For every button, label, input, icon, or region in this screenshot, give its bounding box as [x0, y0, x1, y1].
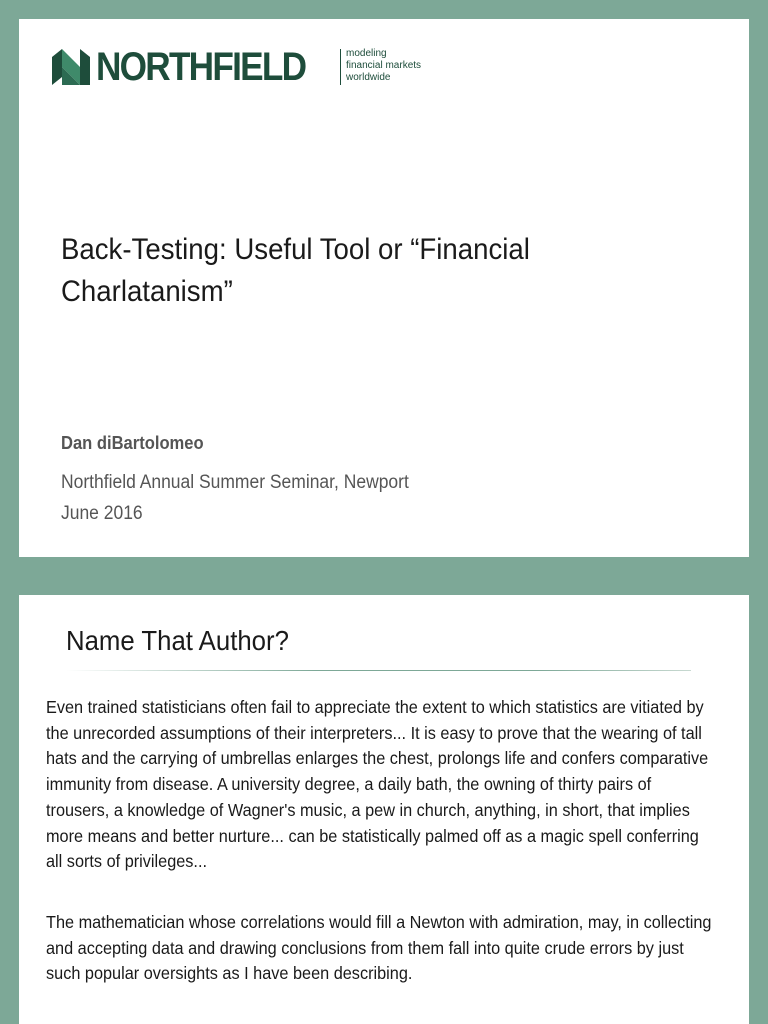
logo-wordmark: NORTHFIELD	[96, 45, 306, 89]
presentation-date: June 2016	[61, 503, 143, 524]
quote-paragraph-1: Even trained statisticians often fail to appreciate the extent to which statistics are vitiated by the unrecorded assumptions of their interpreters... It is easy to prove that the wearing of tall hats and the carrying of umbrellas enlarges the chest, prolongs life and confers comparative immunity from disease. A university degree, a daily bath, the owning of thirty pairs of trousers, a knowledge of Wagner's music, a pew in church, anything, in short, that implies more means and better nurture... can be statistically palmed off as a magic spell conferring all sorts of privileges...	[46, 697, 709, 872]
title-slide	[19, 19, 749, 557]
heading-rule	[66, 670, 691, 671]
quote-slide	[19, 595, 749, 1024]
author-name: Dan diBartolomeo	[61, 433, 204, 453]
presentation-title: Back-Testing: Useful Tool or “Financial Charlatanism”	[61, 233, 530, 308]
logo-tagline-line-2: financial markets	[346, 60, 422, 71]
logo-tagline-line-3: worldwide	[346, 72, 391, 83]
quote-paragraph-2: The mathematician whose correlations would fill a Newton with admiration, may, in collecting and accepting data and drawing conclusions from them fall into quite crude errors by just such popular oversights as I have been describing.	[46, 912, 712, 984]
logo-divider	[340, 49, 341, 85]
northfield-logo-mark-icon	[52, 49, 90, 85]
slide-heading: Name That Author?	[66, 625, 289, 656]
logo-tagline	[346, 48, 421, 84]
event-name: Northfield Annual Summer Seminar, Newport	[61, 472, 409, 493]
logo-tagline-line-1: modeling	[346, 48, 387, 59]
northfield-logo	[52, 45, 422, 89]
